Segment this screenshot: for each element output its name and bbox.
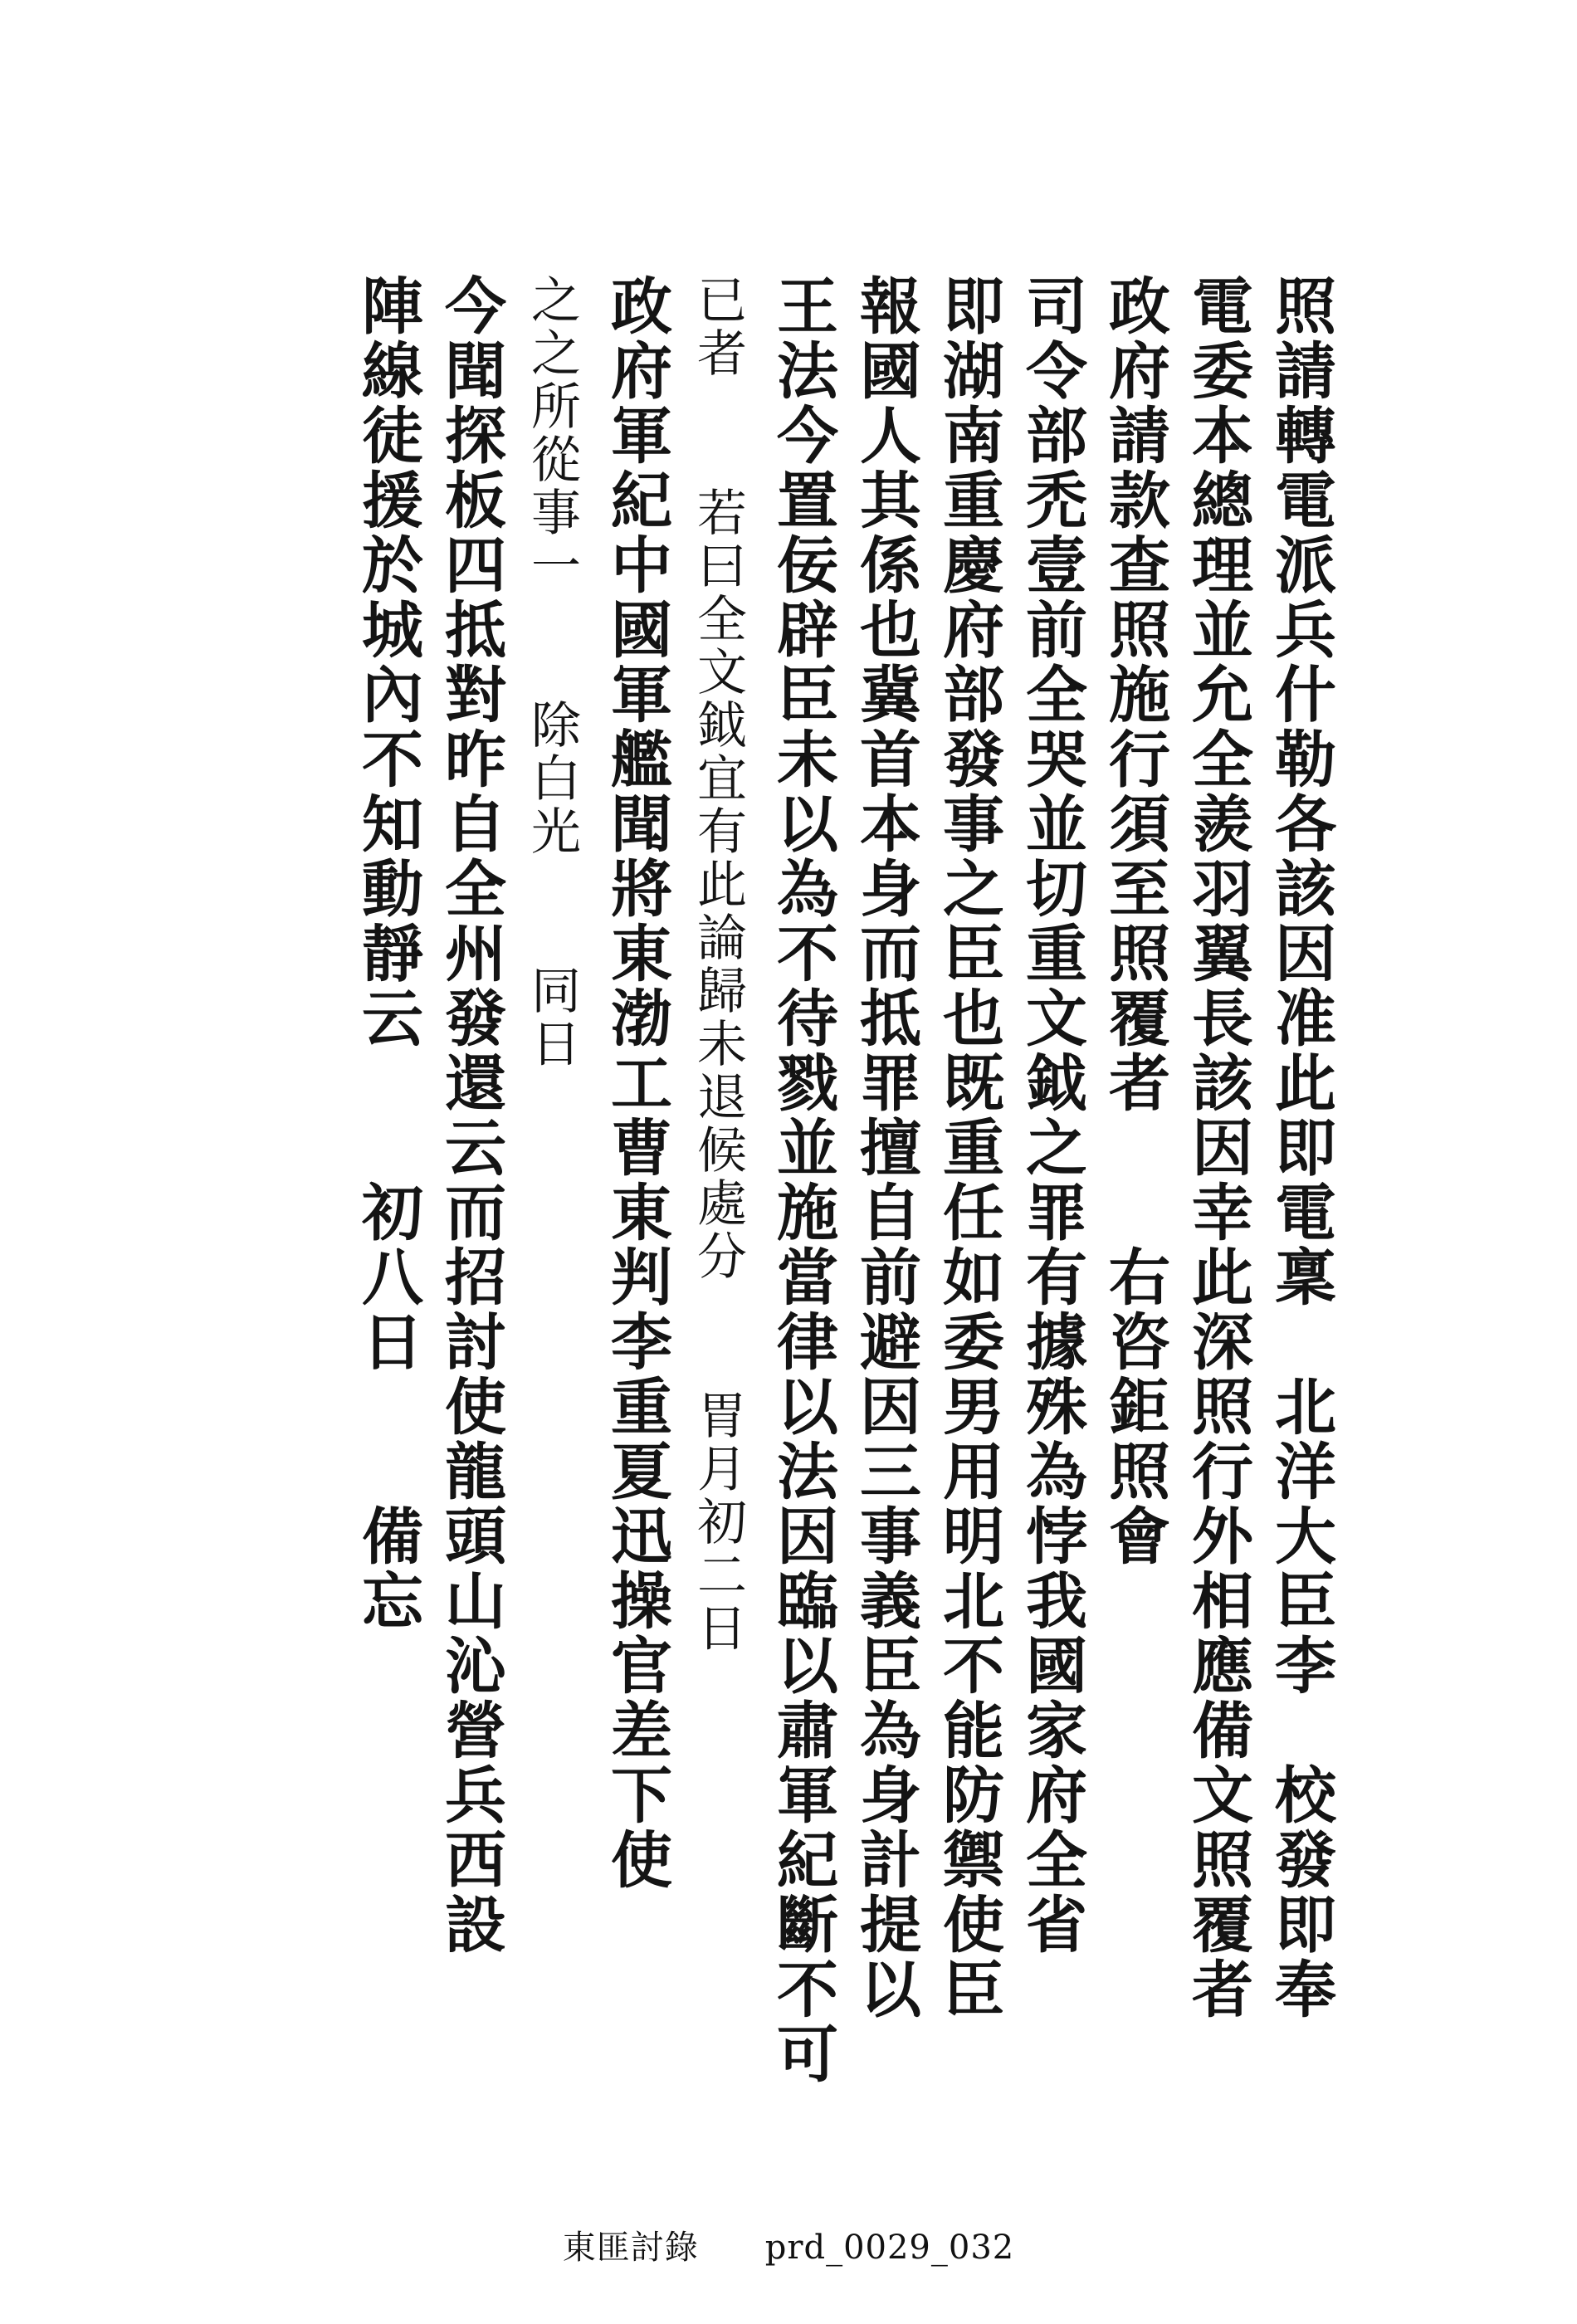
- text-column-10: 之之所從事一 除白光 同日: [523, 274, 581, 1071]
- text-column-5: 即湖南重慶府部發事之臣也既重任如委男用明北不能防禦使臣: [933, 274, 1004, 2022]
- footer-title: 東匪討錄: [562, 2229, 699, 2267]
- text-column-6: 報國人其係也冀首本身而抵罪擅自前避因三事義臣為身計提以: [850, 274, 921, 2022]
- text-column-12: 陣線徒援於城內不知動靜云 初八日 備忘: [352, 274, 423, 1633]
- text-column-7: 王法今置佞辟臣未以為不待戮並施當律以法因臨以肅軍紀斷不可: [767, 274, 838, 2087]
- page-footer: [0, 2221, 1577, 2268]
- text-column-11: 今聞探板四抵對昨自全州發還云而招討使龍頭山沁營兵西設: [435, 274, 506, 1957]
- footer-page-id: prd_0029_032: [764, 2229, 1015, 2267]
- text-column-9: 政府軍紀中國軍艦聞將東渤工曹東判李重夏迅操官差下使: [601, 274, 672, 1892]
- manuscript-body: [274, 274, 1353, 2100]
- text-column-4: 司令部禿壹前全哭並切重文鉞之罪有據殊為悖我國家府全省: [1016, 274, 1087, 1957]
- text-column-2: 電委本總理並允全羨羽翼長該因幸此深照行外相應備文照覆者: [1182, 274, 1253, 2022]
- text-column-3: 政府請款查照施行須至照覆者 右咨鉅照會: [1099, 274, 1170, 1569]
- text-column-8: 已者 若曰全文鉞宜有此論歸未退候處分 胃月初二日: [689, 274, 747, 1655]
- text-column-1: 照請轉電派兵什勒各該因准此即電稟 北洋大臣李 校發即奉: [1265, 274, 1336, 2022]
